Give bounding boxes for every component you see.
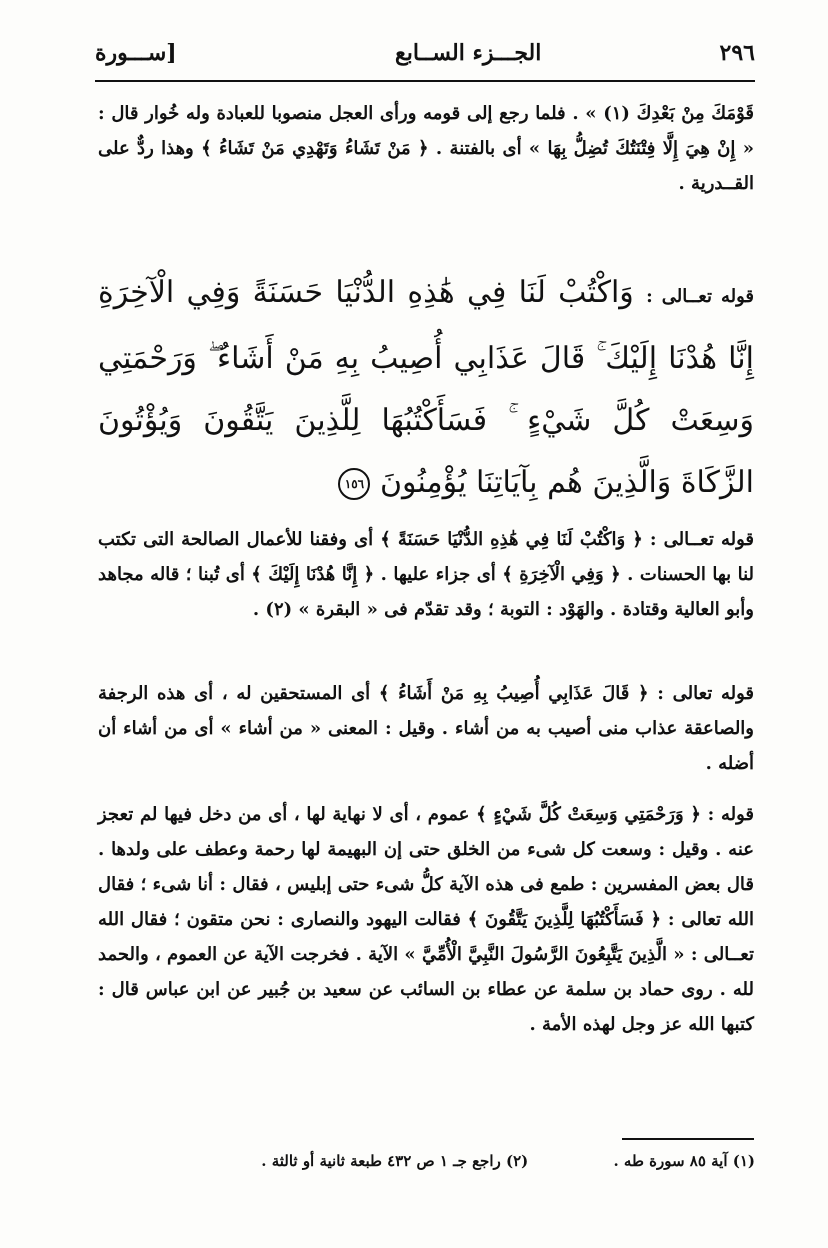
ayah-number-marker: ١٥٦ xyxy=(338,468,370,500)
footnote-rule xyxy=(622,1138,754,1140)
paragraph-2: قوله تعــالى : ﴿ وَاكْتُبْ لَنَا فِي هَٰذِهِ الدُّنْيَا حَسَنَةً ﴾ أى وفقنا للأعمال الصالحة التى تكتب لنا بها الحسنات . ﴿ وَفِي الْآخِرَةِ ﴾ أى جزاء عليها . ﴿ إِنَّا هُدْنَا إِلَيْكَ ﴾ أى تُبنا ؛ قاله مجاهد وأبو العالية وقتادة . والهَوْد : التوبة ؛ وقد تقدّم فى « البقرة » (٢) . xyxy=(98,529,754,620)
verse-intro: قوله تعــالى : xyxy=(646,286,754,307)
footnote-1: (١) آية ٨٥ سورة طه . xyxy=(613,1152,755,1170)
paragraph-3: قوله تعالى : ﴿ قَالَ عَذَابِي أُصِيبُ بِهِ مَنْ أَشَاءُ ﴾ أى المستحقين له ، أى هذه الرجفة والصاعقة عذاب منى أصيب به من أشاء . وقيل : المعنى « من أشاء » أى من أشاء أن أضله . xyxy=(98,683,754,774)
quran-verse-block xyxy=(98,262,754,514)
header-rule xyxy=(95,80,755,82)
paragraph-4: قوله : ﴿ وَرَحْمَتِي وَسِعَتْ كُلَّ شَيْءٍ ﴾ عموم ، أى لا نهاية لها ، أى من دخل فيها لم تعجز عنه . وقيل : وسعت كل شىء من الخلق حتى إن البهيمة لها رحمة وعطف على ولدها . قال بعض المفسرين : طمع فى هذه الآية كلُّ شىء حتى إبليس ، فقال : أنا شىء ؛ فقال الله تعالى : ﴿ فَسَأَكْتُبُهَا لِلَّذِينَ يَتَّقُونَ ﴾ فقالت اليهود والنصارى : نحن متقون ؛ فقال الله تعــالى : « الَّذِينَ يَتَّبِعُونَ الرَّسُولَ النَّبِيَّ الْأُمِّيَّ » الآية . فخرجت الآية عن العموم ، والحمد لله . روى حماد بن سلمة عن عطاء بن السائب عن سعيد بن جُبير عن ابن عباس قال : كتبها الله عز وجل لهذه الأمة . xyxy=(98,804,754,1035)
part-title: الجـــزء الســابع xyxy=(395,40,542,66)
footnote-2: (٢) راجع جـ ١ ص ٤٣٢ طبعة ثانية أو ثالثة . xyxy=(261,1152,529,1170)
page-header xyxy=(95,40,755,80)
verse-text: وَاكْتُبْ لَنَا فِي هَٰذِهِ الدُّنْيَا حَسَنَةً وَفِي الْآخِرَةِ إِنَّا هُدْنَا إِلَيْكَ ۚ قَالَ عَذَابِي أُصِيبُ بِهِ مَنْ أَشَاءُ ۖ وَرَحْمَتِي وَسِعَتْ كُلَّ شَيْءٍ ۚ فَسَأَكْتُبُهَا لِلَّذِينَ يَتَّقُونَ وَيُؤْتُونَ الزَّكَاةَ وَالَّذِينَ هُم بِآيَاتِنَا يُؤْمِنُونَ xyxy=(98,275,754,500)
page-number: ٢٩٦ xyxy=(719,40,755,66)
footnotes xyxy=(195,1152,755,1170)
surah-label: [ســـورة xyxy=(95,40,177,66)
paragraph-1: قَوْمَكَ مِنْ بَعْدِكَ (١) » . فلما رجع إلى قومه ورأى العجل منصوبا للعبادة وله خُوار قال : « إِنْ هِيَ إِلَّا فِتْنَتُكَ تُضِلُّ بِهَا » أى بالفتنة . ﴿ مَنْ تَشَاءُ وَتَهْدِي مَنْ تَشَاءُ ﴾ وهذا ردٌّ على القــدرية . xyxy=(98,103,755,194)
